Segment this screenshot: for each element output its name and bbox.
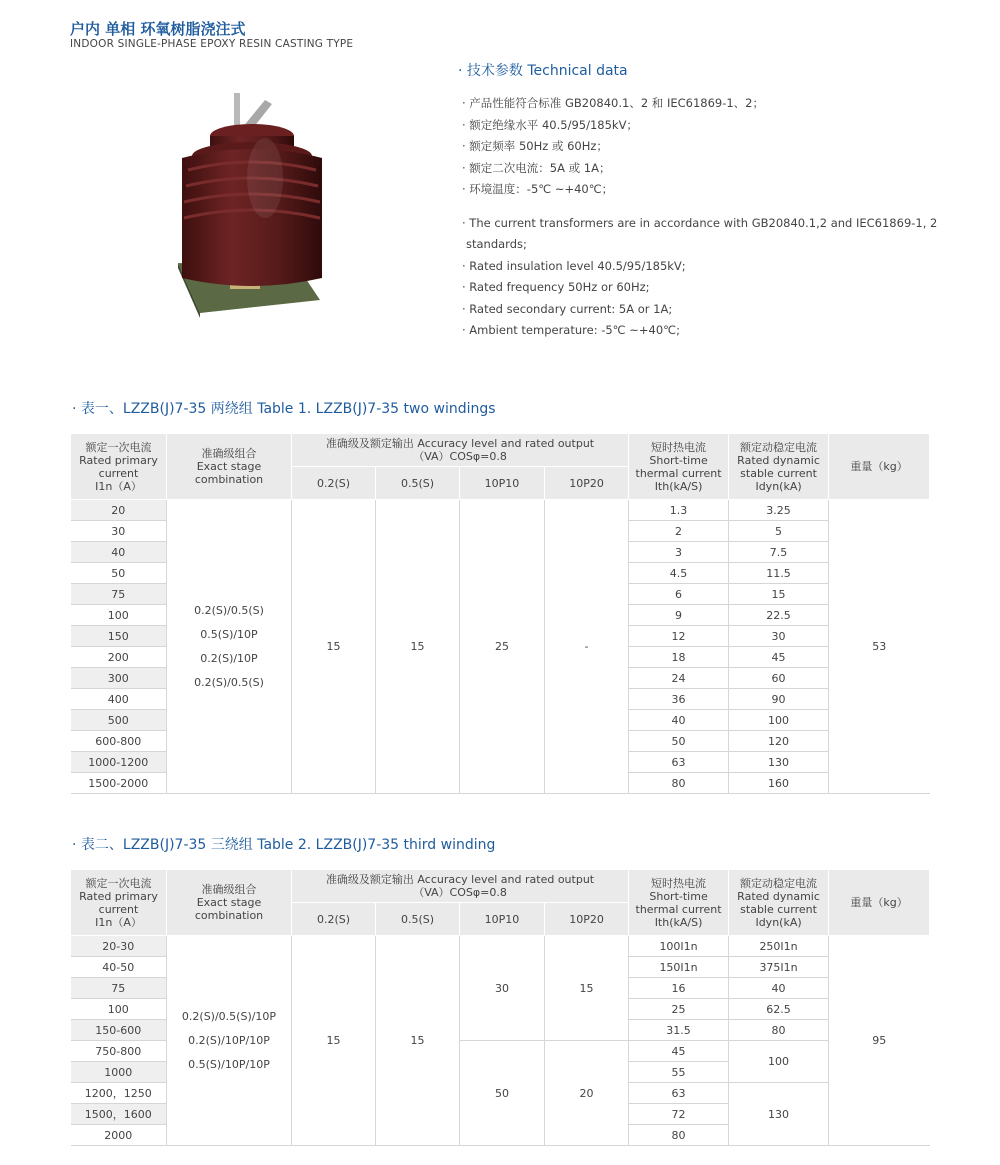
output-10p20-cell: 20 <box>545 1041 629 1146</box>
header-sub-02s: 0.2(S) <box>292 903 376 936</box>
weight-cell: 95 <box>829 936 930 1146</box>
ith-cell: 1.3 <box>629 500 729 521</box>
table-row <box>71 500 930 521</box>
primary-current-cell: 40 <box>71 542 167 563</box>
ith-cell: 2 <box>629 521 729 542</box>
product-image <box>170 88 340 318</box>
header-combination: 准确级组合 Exact stage combination <box>167 870 292 936</box>
ith-cell: 50 <box>629 731 729 752</box>
spec-cn-item: · 额定绝缘水平 40.5/95/185kV； <box>462 118 638 132</box>
table1 <box>70 433 930 794</box>
ith-cell: 63 <box>629 1083 729 1104</box>
primary-current-cell: 1000-1200 <box>71 752 167 773</box>
ith-cell: 40 <box>629 710 729 731</box>
spec-en-item: · The current transformers are in accordance with GB20840.1,2 and IEC61869-1, 2 <box>462 216 938 230</box>
ith-cell: 80 <box>629 1125 729 1146</box>
combination-value: 0.5(S)/10P/10P <box>188 1057 270 1071</box>
ith-cell: 3 <box>629 542 729 563</box>
primary-current-cell: 600-800 <box>71 731 167 752</box>
spec-en-item: · Rated frequency 50Hz or 60Hz; <box>462 280 650 294</box>
output-02s-cell: 15 <box>292 936 376 1146</box>
idyn-cell: 45 <box>729 647 829 668</box>
primary-current-cell: 50 <box>71 563 167 584</box>
primary-current-cell: 400 <box>71 689 167 710</box>
header-sub-05s: 0.5(S) <box>376 467 460 500</box>
header-dynamic-current: 额定动稳定电流 Rated dynamic stable current Idyn(kA) <box>729 434 829 500</box>
idyn-cell: 15 <box>729 584 829 605</box>
idyn-cell: 3.25 <box>729 500 829 521</box>
idyn-cell: 130 <box>729 752 829 773</box>
idyn-cell: 100 <box>729 1041 829 1083</box>
idyn-cell: 7.5 <box>729 542 829 563</box>
header-accuracy: 准确级及额定输出 Accuracy level and rated output （VA）COSφ=0.8 <box>292 870 629 903</box>
idyn-cell: 40 <box>729 978 829 999</box>
combination-cell <box>167 500 292 794</box>
combination-value: 0.2(S)/0.5(S) <box>194 603 264 617</box>
ith-cell: 12 <box>629 626 729 647</box>
idyn-cell: 250I1n <box>729 936 829 957</box>
ith-cell: 6 <box>629 584 729 605</box>
ith-cell: 24 <box>629 668 729 689</box>
primary-current-cell: 20-30 <box>71 936 167 957</box>
primary-current-cell: 75 <box>71 584 167 605</box>
table-row <box>71 936 930 957</box>
ith-cell: 80 <box>629 773 729 794</box>
primary-current-cell: 100 <box>71 999 167 1020</box>
output-10p20-cell: 15 <box>545 936 629 1041</box>
primary-current-cell: 150-600 <box>71 1020 167 1041</box>
table2 <box>70 869 930 1146</box>
primary-current-cell: 75 <box>71 978 167 999</box>
table1-title: · 表一、LZZB(J)7-35 两绕组 Table 1. LZZB(J)7-35 two windings <box>72 401 496 417</box>
ith-cell: 4.5 <box>629 563 729 584</box>
output-05s-cell: 15 <box>376 500 460 794</box>
header-accuracy: 准确级及额定输出 Accuracy level and rated output （VA）COSφ=0.8 <box>292 434 629 467</box>
output-10p10-cell: 30 <box>460 936 545 1041</box>
ith-cell: 55 <box>629 1062 729 1083</box>
ith-cell: 25 <box>629 999 729 1020</box>
idyn-cell: 62.5 <box>729 999 829 1020</box>
header-dynamic-current: 额定动稳定电流 Rated dynamic stable current Idyn(kA) <box>729 870 829 936</box>
primary-current-cell: 750-800 <box>71 1041 167 1062</box>
idyn-cell: 5 <box>729 521 829 542</box>
spec-cn-item: · 环境温度：-5℃ ~+40℃； <box>462 182 614 196</box>
idyn-cell: 375I1n <box>729 957 829 978</box>
page-title-cn: 户内 单相 环氧树脂浇注式 <box>70 20 246 38</box>
ith-cell: 150I1n <box>629 957 729 978</box>
output-02s-cell: 15 <box>292 500 376 794</box>
primary-current-cell: 1500-2000 <box>71 773 167 794</box>
idyn-cell: 30 <box>729 626 829 647</box>
header-short-time-current: 短时热电流 Short-time thermal current Ith(kA/S) <box>629 870 729 936</box>
idyn-cell: 160 <box>729 773 829 794</box>
output-10p10-cell: 50 <box>460 1041 545 1146</box>
output-10p10-cell: 25 <box>460 500 545 794</box>
spec-cn-item: · 产品性能符合标准 GB20840.1、2 和 IEC61869-1、2； <box>462 96 765 110</box>
header-sub-10p10: 10P10 <box>460 903 545 936</box>
primary-current-cell: 1200，1250 <box>71 1083 167 1104</box>
combination-cell <box>167 936 292 1146</box>
primary-current-cell: 500 <box>71 710 167 731</box>
idyn-cell: 100 <box>729 710 829 731</box>
combination-value: 0.2(S)/10P <box>200 651 258 665</box>
spec-en-item: standards; <box>466 237 527 251</box>
combination-value: 0.2(S)/0.5(S)/10P <box>181 1009 277 1023</box>
header-weight: 重量（kg） <box>829 434 930 500</box>
ith-cell: 9 <box>629 605 729 626</box>
combination-value: 0.5(S)/10P <box>200 627 258 641</box>
header-short-time-current: 短时热电流 Short-time thermal current Ith(kA/S) <box>629 434 729 500</box>
ith-cell: 36 <box>629 689 729 710</box>
header-weight: 重量（kg） <box>829 870 930 936</box>
combination-value: 0.2(S)/0.5(S) <box>194 675 264 689</box>
ith-cell: 100I1n <box>629 936 729 957</box>
idyn-cell: 22.5 <box>729 605 829 626</box>
ith-cell: 18 <box>629 647 729 668</box>
ith-cell: 45 <box>629 1041 729 1062</box>
header-combination: 准确级组合 Exact stage combination <box>167 434 292 500</box>
header-sub-10p10: 10P10 <box>460 467 545 500</box>
output-10p20-cell: - <box>545 500 629 794</box>
spec-cn-item: · 额定二次电流：5A 或 1A； <box>462 161 611 175</box>
ith-cell: 31.5 <box>629 1020 729 1041</box>
header-sub-10p20: 10P20 <box>545 903 629 936</box>
idyn-cell: 80 <box>729 1020 829 1041</box>
primary-current-cell: 30 <box>71 521 167 542</box>
spec-en-item: · Rated secondary current: 5A or 1A; <box>462 302 673 316</box>
output-05s-cell: 15 <box>376 936 460 1146</box>
primary-current-cell: 200 <box>71 647 167 668</box>
primary-current-cell: 1500，1600 <box>71 1104 167 1125</box>
page-title-en: INDOOR SINGLE-PHASE EPOXY RESIN CASTING TYPE <box>70 38 354 50</box>
combination-value: 0.2(S)/10P/10P <box>188 1033 270 1047</box>
table2-title: · 表二、LZZB(J)7-35 三绕组 Table 2. LZZB(J)7-35 third winding <box>72 837 496 853</box>
ith-cell: 63 <box>629 752 729 773</box>
primary-current-cell: 150 <box>71 626 167 647</box>
primary-current-cell: 2000 <box>71 1125 167 1146</box>
idyn-cell: 120 <box>729 731 829 752</box>
primary-current-cell: 20 <box>71 500 167 521</box>
weight-cell: 53 <box>829 500 930 794</box>
technical-data-title: · 技术参数 Technical data <box>458 63 628 79</box>
spec-en-item: · Rated insulation level 40.5/95/185kV; <box>462 259 686 273</box>
ith-cell: 72 <box>629 1104 729 1125</box>
ith-cell: 16 <box>629 978 729 999</box>
header-primary-current: 额定一次电流 Rated primary current I1n（A） <box>71 870 167 936</box>
idyn-cell: 60 <box>729 668 829 689</box>
header-sub-02s: 0.2(S) <box>292 467 376 500</box>
idyn-cell: 90 <box>729 689 829 710</box>
primary-current-cell: 300 <box>71 668 167 689</box>
idyn-cell: 11.5 <box>729 563 829 584</box>
header-primary-current: 额定一次电流 Rated primary current I1n（A） <box>71 434 167 500</box>
idyn-cell: 130 <box>729 1083 829 1146</box>
primary-current-cell: 100 <box>71 605 167 626</box>
primary-current-cell: 1000 <box>71 1062 167 1083</box>
primary-current-cell: 40-50 <box>71 957 167 978</box>
header-sub-10p20: 10P20 <box>545 467 629 500</box>
spec-cn-item: · 额定频率 50Hz 或 60Hz； <box>462 139 608 153</box>
spec-en-item: · Ambient temperature: -5℃ ~+40℃; <box>462 323 680 337</box>
header-sub-05s: 0.5(S) <box>376 903 460 936</box>
